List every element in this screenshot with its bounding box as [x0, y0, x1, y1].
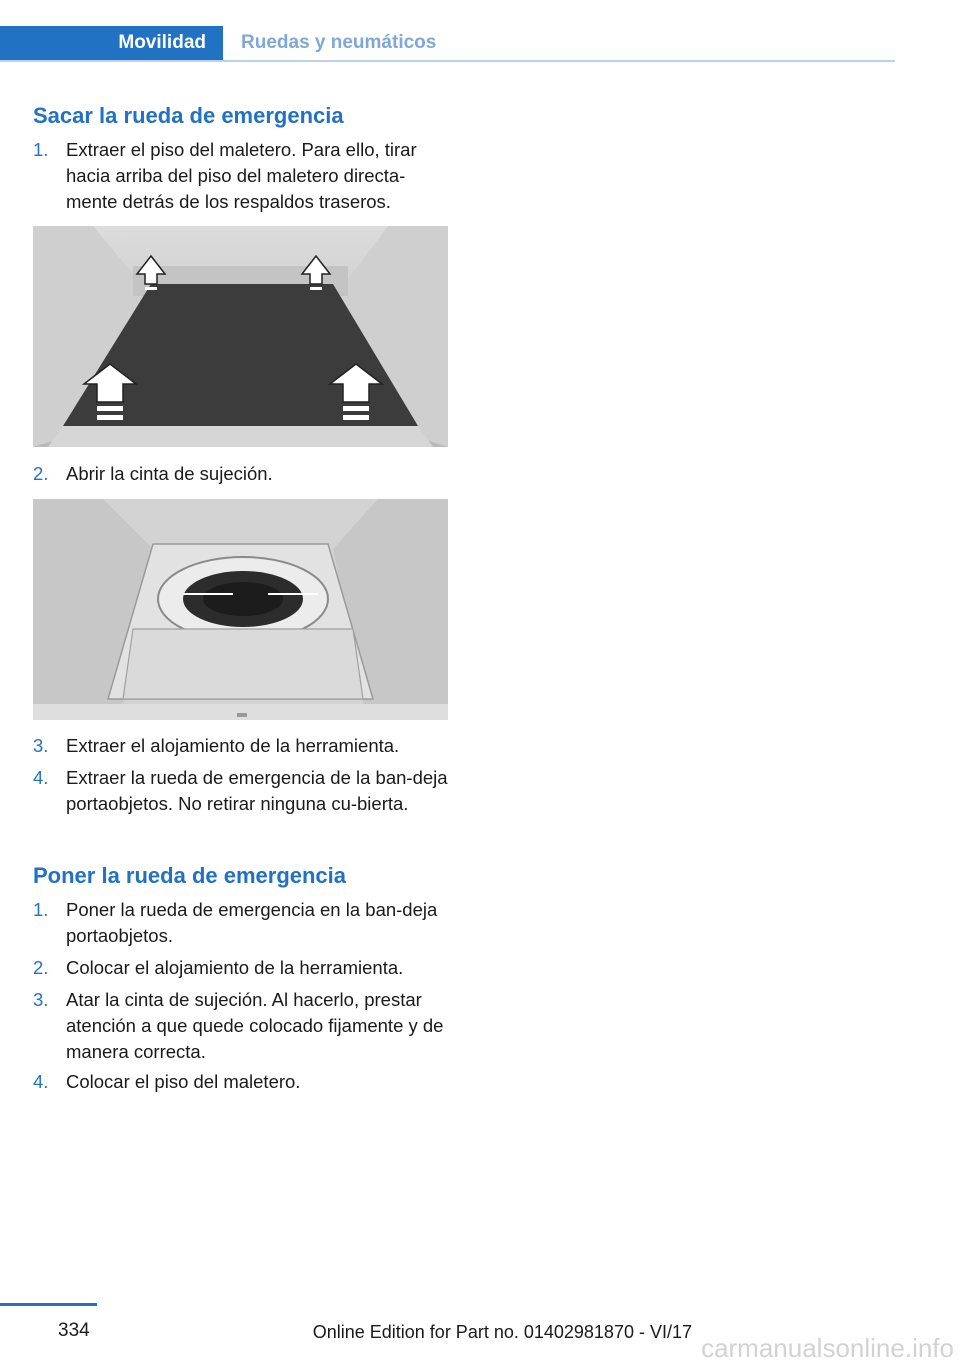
step-text: Poner la rueda de emergencia en la ban‐deja portaobjetos. [66, 899, 438, 946]
edition-note: Online Edition for Part no. 01402981870 - VI/17 [312, 1322, 692, 1342]
step-number: 1. [33, 899, 49, 920]
section-tab[interactable]: Ruedas y neumáticos [241, 32, 437, 53]
section-heading-insert: Poner la rueda de emergencia [33, 863, 347, 888]
step-text: Colocar el alojamiento de la herramienta. [66, 957, 404, 978]
spare-wheel-tray-illustration [33, 499, 448, 720]
page-number-rule [0, 1303, 97, 1306]
step-number: 4. [33, 1071, 49, 1092]
chapter-tab[interactable]: Movilidad [0, 26, 223, 60]
list-item [33, 733, 453, 759]
step-text: Extraer el alojamiento de la herramienta. [66, 735, 400, 756]
page-number: 334 [58, 1320, 90, 1341]
step-number: 2. [33, 957, 49, 978]
list-item [33, 955, 453, 981]
step-number: 2. [33, 463, 49, 484]
step-number: 3. [33, 735, 49, 756]
watermark: carmanualsonline.info [701, 1333, 954, 1363]
step-number: 3. [33, 989, 49, 1010]
section-heading-remove: Sacar la rueda de emergencia [33, 103, 344, 128]
page-header [0, 26, 895, 62]
list-item [33, 1069, 453, 1095]
step-number: 4. [33, 767, 49, 788]
list-item [33, 137, 453, 215]
header-divider [0, 60, 895, 62]
list-item [33, 897, 453, 949]
trunk-floor-illustration [33, 226, 448, 447]
step-text: Extraer el piso del maletero. Para ello, tirar hacia arriba del piso del maletero directa‐mente detrás de los respaldos traseros. [66, 139, 417, 212]
step-number: 1. [33, 139, 49, 160]
list-item [33, 987, 453, 1065]
step-text: Atar la cinta de sujeción. Al hacerlo, prestar atención a que quede colocado fijamente y de manera correcta. [66, 989, 444, 1062]
list-item [33, 461, 453, 487]
list-item [33, 765, 453, 817]
step-text: Colocar el piso del maletero. [66, 1071, 301, 1092]
step-text: Abrir la cinta de sujeción. [66, 463, 273, 484]
step-text: Extraer la rueda de emergencia de la ban‐deja portaobjetos. No retirar ninguna cu‐bierta. [66, 767, 448, 814]
